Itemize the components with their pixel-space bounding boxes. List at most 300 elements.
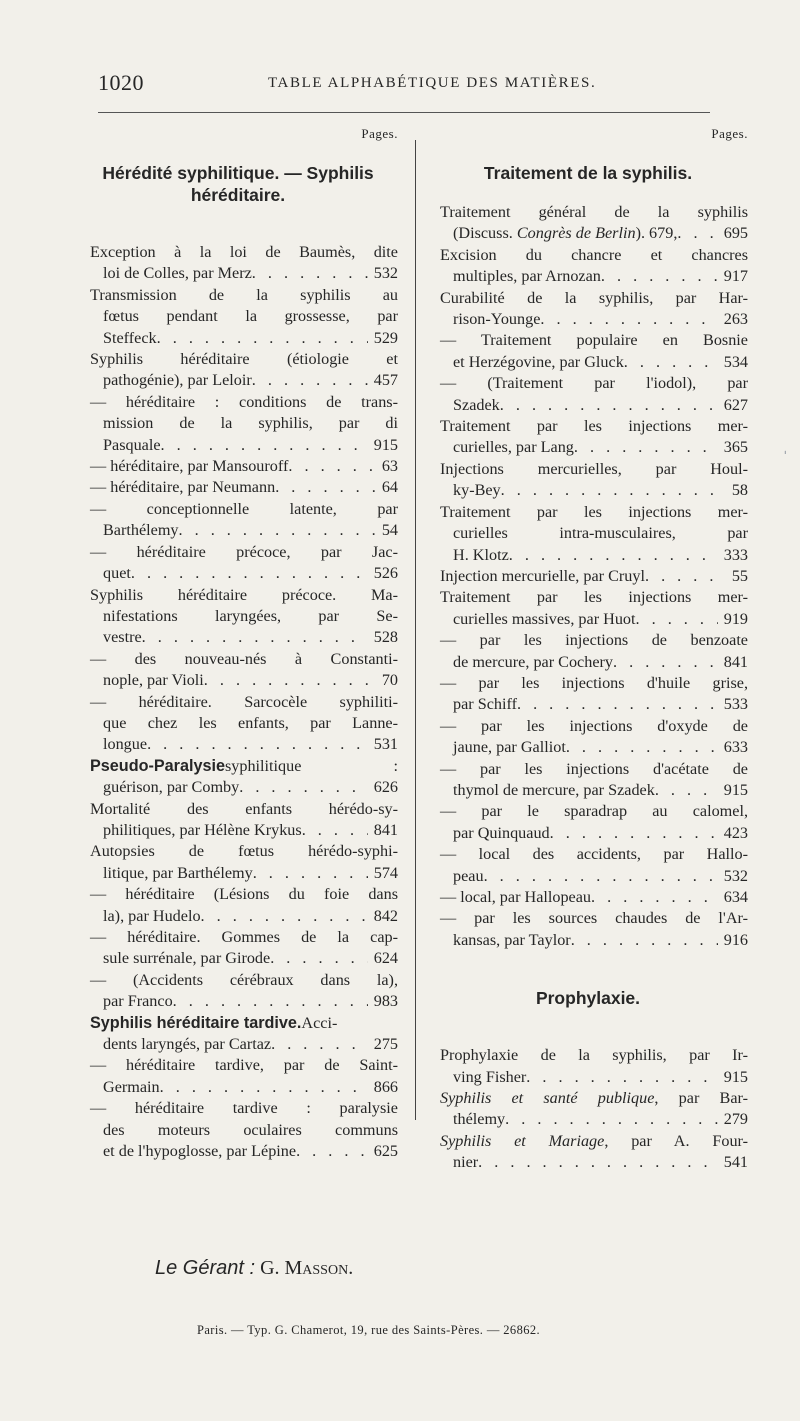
entry-line <box>78 499 398 520</box>
entry-line <box>78 349 398 370</box>
entry-line <box>78 670 398 691</box>
printer-imprint: Paris. — Typ. G. Chamerot, 19, rue des Saints-Pères. — 26862. <box>197 1323 541 1337</box>
entry-text: — (Accidents cérébraux dans la), <box>90 970 398 989</box>
entry-line <box>428 437 748 458</box>
index-entry <box>78 349 398 392</box>
entry-line <box>78 927 398 948</box>
gerant-signature <box>155 1257 353 1280</box>
entry-line <box>428 288 748 309</box>
entry-text: Syphilis héréditaire (étiologie et <box>90 350 398 369</box>
entry-line <box>78 435 398 456</box>
entry-line <box>428 737 748 758</box>
entry-text: Barthélemy <box>103 521 179 540</box>
page-reference: 919 <box>723 609 748 628</box>
entry-text: ving Fisher <box>453 1067 527 1086</box>
leader-dots <box>296 1141 368 1162</box>
section-title: Hérédité syphilitique. — Syphilis héréditaire. <box>102 163 374 205</box>
entry-line <box>78 1034 398 1055</box>
page-reference: 533 <box>723 695 748 714</box>
index-entry <box>78 1098 398 1162</box>
index-entry <box>78 927 398 970</box>
leader-dots <box>501 480 726 501</box>
entry-line <box>428 1088 748 1109</box>
entry-text: nier <box>453 1153 479 1172</box>
entry-bold-lead: Pseudo-Paralysie <box>90 756 225 775</box>
page-reference: 63 <box>381 457 398 476</box>
header-rule <box>98 112 710 113</box>
entry-line <box>428 716 748 737</box>
page-header <box>98 70 710 100</box>
entry-line <box>78 477 398 498</box>
leader-dots <box>677 223 717 244</box>
entry-line <box>428 523 748 544</box>
entry-text: — local des accidents, par Hallo- <box>440 845 748 864</box>
entry-line <box>428 1131 748 1152</box>
entry-line <box>78 820 398 841</box>
entry-line <box>78 285 398 306</box>
entry-line <box>428 759 748 780</box>
entry-text: Injections mercurielles, par Houl- <box>440 459 748 478</box>
index-entry <box>428 1088 748 1131</box>
entry-text: — (Traitement par l'iodol), par <box>440 374 748 393</box>
index-entry <box>78 1055 398 1098</box>
page-number: 1020 <box>98 70 144 95</box>
entry-line <box>78 328 398 349</box>
index-entry <box>428 330 748 373</box>
entry-text: la), par Hudelo <box>103 906 201 925</box>
index-entry <box>428 416 748 459</box>
page-reference: 627 <box>723 395 748 414</box>
running-title: TABLE ALPHABÉTIQUE DES MATIÈRES. <box>268 75 597 91</box>
entry-text: Transmission de la syphilis au <box>90 285 398 304</box>
entry-line <box>78 520 398 541</box>
entry-text: — héréditaire tardive, par de Saint- <box>90 1056 398 1075</box>
index-entries <box>428 1045 748 1173</box>
entry-line <box>78 627 398 648</box>
gerant-label: Le Gérant : <box>155 1257 256 1279</box>
page-reference: 529 <box>373 328 398 347</box>
entry-text: — héréditaire, par Neumann <box>90 478 276 497</box>
entry-line <box>78 692 398 713</box>
left-column <box>78 126 398 1162</box>
entry-text: Pasquale <box>103 435 161 454</box>
leader-dots <box>540 309 717 330</box>
entry-text: sule surrénale, par Girode <box>103 949 271 968</box>
index-entries <box>428 202 748 951</box>
index-entry <box>428 502 748 566</box>
entry-line <box>78 392 398 413</box>
entry-line <box>78 734 398 755</box>
entry-line <box>78 1098 398 1119</box>
leader-dots <box>204 670 376 691</box>
entry-line <box>428 202 748 223</box>
leader-dots <box>201 906 368 927</box>
entry-text: Prophylaxie de la syphilis, par Ir- <box>440 1046 748 1065</box>
entry-text: curielles intra-musculaires, par <box>453 524 748 543</box>
entry-text: par Franco <box>103 992 173 1011</box>
entry-text: — héréditaire. Sarcocèle syphiliti- <box>90 692 398 711</box>
leader-dots <box>636 609 718 630</box>
entry-line <box>428 823 748 844</box>
entry-line <box>428 373 748 394</box>
index-entry <box>78 799 398 842</box>
entry-line <box>428 609 748 630</box>
leader-dots <box>505 1109 718 1130</box>
entry-line <box>78 1077 398 1098</box>
entry-text: Szadek <box>453 395 500 414</box>
entry-line <box>78 777 398 798</box>
entry-line <box>428 801 748 822</box>
page-reference: 532 <box>723 866 748 885</box>
entry-text: des moteurs oculaires communs <box>103 1120 398 1139</box>
index-entry <box>428 801 748 844</box>
entry-line <box>428 309 748 330</box>
leader-dots <box>275 477 376 498</box>
pencil-mark: ˈ <box>782 448 789 470</box>
entry-text: — par les injections d'oxyde de <box>440 716 748 735</box>
leader-dots <box>500 395 718 416</box>
pages-label: Pages. <box>361 126 398 141</box>
index-entry <box>78 477 398 498</box>
page-reference: 423 <box>723 823 748 842</box>
entry-line <box>78 242 398 263</box>
entry-text: Steffeck <box>103 328 157 347</box>
entry-text: nople, par Violi <box>103 671 204 690</box>
entry-text: par Schiff <box>453 695 517 714</box>
entry-line <box>78 306 398 327</box>
index-entry <box>78 456 398 477</box>
entry-text: philitiques, par Hélène Krykus <box>103 820 302 839</box>
section-title: Traitement de la syphilis. <box>483 163 693 183</box>
index-entry <box>428 1045 748 1088</box>
index-entry <box>78 884 398 927</box>
index-entry <box>78 585 398 649</box>
index-entry <box>78 756 398 799</box>
leader-dots <box>288 456 375 477</box>
index-entry <box>428 844 748 887</box>
page-reference: 633 <box>723 738 748 757</box>
index-entry <box>78 1013 398 1056</box>
leader-dots <box>591 887 718 908</box>
page-reference: 263 <box>723 310 748 329</box>
entry-text: Injection mercurielle, par Cruyl <box>440 566 645 585</box>
page-reference: 55 <box>731 566 748 585</box>
entry-line <box>428 652 748 673</box>
entry-line <box>78 370 398 391</box>
index-entry <box>78 542 398 585</box>
index-entry <box>78 285 398 349</box>
leader-dots <box>624 352 718 373</box>
leader-dots <box>253 863 368 884</box>
entry-line <box>428 930 748 951</box>
entry-line <box>428 502 748 523</box>
leader-dots <box>147 734 368 755</box>
leader-dots <box>526 1067 717 1088</box>
entry-text: — par les injections d'acétate de <box>440 759 748 778</box>
entry-text: loi de Colles, par Merz <box>103 264 252 283</box>
section-title: Prophylaxie. <box>535 988 641 1009</box>
index-entry <box>428 908 748 951</box>
entry-text: Exception à la loi de Baumès, dite <box>90 243 398 261</box>
entry-text: et Herzégovine, par Gluck <box>453 352 624 371</box>
entry-line <box>78 863 398 884</box>
entry-line <box>428 866 748 887</box>
entry-line <box>78 948 398 969</box>
entry-text: — héréditaire. Gommes de la cap- <box>90 928 398 946</box>
index-entry <box>428 673 748 716</box>
leader-dots <box>252 263 368 284</box>
entry-text: — par les injections de benzoate <box>440 631 748 650</box>
entry-text: pathogénie), par Leloir <box>103 371 252 390</box>
leader-dots <box>574 437 718 458</box>
page-reference: 915 <box>373 435 398 454</box>
page-reference: 866 <box>373 1077 398 1096</box>
entry-text: — conceptionnelle latente, par <box>90 499 398 518</box>
page-reference: 64 <box>381 478 398 497</box>
entry-line <box>78 413 398 434</box>
leader-dots <box>517 694 718 715</box>
entry-bold-lead: Syphilis héréditaire tardive. <box>90 1013 302 1032</box>
page-reference: 915 <box>723 780 748 799</box>
entry-text: Traitement par les injections mer- <box>440 588 748 607</box>
entry-text: Syphilis et santé publique, par Bar- <box>440 1089 748 1108</box>
page-reference: 365 <box>723 438 748 457</box>
entry-line <box>428 416 748 437</box>
leader-dots <box>645 566 726 587</box>
entry-text: guérison, par Comby <box>103 778 240 797</box>
index-entry <box>78 649 398 692</box>
entry-line <box>428 887 748 908</box>
entry-text: dents laryngés, par Cartaz <box>103 1035 272 1054</box>
entry-text: — héréditaire (Lésions du foie dans <box>90 885 398 904</box>
entry-line <box>428 480 748 501</box>
entry-text: curielles, par Lang <box>453 438 574 457</box>
page-reference: 626 <box>373 778 398 797</box>
page-reference: 841 <box>723 652 748 671</box>
page-reference: 457 <box>373 371 398 390</box>
page-reference: 842 <box>373 906 398 925</box>
page-reference: 528 <box>373 628 398 647</box>
page-reference: 279 <box>723 1110 748 1129</box>
entry-line <box>428 780 748 801</box>
leader-dots <box>302 820 368 841</box>
index-entry <box>428 373 748 416</box>
entry-line <box>428 1109 748 1130</box>
page-reference: 915 <box>723 1067 748 1086</box>
leader-dots <box>270 948 368 969</box>
entry-line <box>428 587 748 608</box>
entry-line <box>428 1152 748 1173</box>
entry-text: — héréditaire, par Mansouroff <box>90 457 289 476</box>
entry-text: — par les sources chaudes de l'Ar- <box>440 909 748 928</box>
index-entry <box>428 759 748 802</box>
entry-text: Mortalité des enfants hérédo-sy- <box>90 799 398 818</box>
entry-line <box>428 223 748 244</box>
entry-line <box>428 352 748 373</box>
page-reference: 58 <box>731 481 748 500</box>
index-entry <box>428 202 748 245</box>
entry-text: (Discuss. Congrès de Berlin). 679, <box>453 224 678 243</box>
leader-dots <box>571 930 718 951</box>
right-column <box>428 126 748 1174</box>
leader-dots <box>161 435 368 456</box>
entry-text: — local, par Hallopeau <box>440 888 592 906</box>
leader-dots <box>601 266 718 287</box>
leader-dots <box>566 737 718 758</box>
entry-line <box>78 649 398 670</box>
entry-text: — par le sparadrap au calomel, <box>440 802 748 821</box>
entry-line <box>78 756 398 777</box>
page-reference: 526 <box>373 564 398 583</box>
leader-dots <box>157 328 368 349</box>
entry-line <box>428 630 748 651</box>
page-reference: 983 <box>373 992 398 1011</box>
entry-line <box>428 844 748 865</box>
page-reference: 541 <box>723 1153 748 1172</box>
entry-line <box>428 395 748 416</box>
page-reference: 841 <box>373 820 398 839</box>
index-entry <box>78 692 398 756</box>
leader-dots <box>484 866 718 887</box>
entry-line <box>78 991 398 1012</box>
index-entry <box>78 499 398 542</box>
entry-line <box>78 1120 398 1141</box>
index-entry <box>428 716 748 759</box>
entry-text: litique, par Barthélemy <box>103 863 253 882</box>
entry-line <box>428 673 748 694</box>
leader-dots <box>271 1034 368 1055</box>
entry-text: — Traitement populaire en Bosnie <box>440 331 748 350</box>
entry-text: Germain <box>103 1077 160 1096</box>
entry-line <box>428 266 748 287</box>
index-entry <box>428 630 748 673</box>
entry-text: Autopsies de fœtus hérédo-syphi- <box>90 842 398 861</box>
index-entry <box>78 841 398 884</box>
entry-line <box>428 545 748 566</box>
leader-dots <box>478 1152 718 1173</box>
index-entry <box>428 587 748 630</box>
leader-dots <box>509 545 718 566</box>
page-reference: 532 <box>373 264 398 283</box>
entry-line <box>78 713 398 734</box>
index-entry <box>78 970 398 1013</box>
entry-line <box>78 799 398 820</box>
entry-text: thélemy <box>453 1110 506 1129</box>
leader-dots <box>131 563 368 584</box>
entry-line <box>428 1045 748 1066</box>
entry-text: peau <box>453 866 484 885</box>
page-reference: 54 <box>381 521 398 540</box>
index-entry <box>428 1131 748 1174</box>
entry-text: Traitement par les injections mer- <box>440 417 748 436</box>
page-reference: 534 <box>723 352 748 371</box>
leader-dots <box>173 991 368 1012</box>
entry-text: ky-Bey <box>453 481 501 500</box>
entry-text: longue <box>103 735 148 754</box>
entry-line <box>78 263 398 284</box>
leader-dots <box>142 627 368 648</box>
entry-text: Curabilité de la syphilis, par Har- <box>440 288 748 307</box>
page-reference: 917 <box>723 267 748 286</box>
entry-text: H. Klotz <box>453 545 509 564</box>
pages-label: Pages. <box>711 126 748 141</box>
entry-line <box>78 841 398 862</box>
entry-text: mission de la syphilis, par di <box>103 414 398 433</box>
entry-text: Acci- <box>301 1013 338 1032</box>
leader-dots <box>613 652 718 673</box>
entry-text: — héréditaire : conditions de trans- <box>90 392 398 411</box>
column-divider <box>415 140 416 1120</box>
entry-line <box>78 970 398 991</box>
entry-text: Syphilis héréditaire précoce. Ma- <box>90 585 398 604</box>
page-reference: 634 <box>723 888 748 906</box>
entry-text: curielles massives, par Huot <box>453 609 636 628</box>
entry-text: quet <box>103 564 131 583</box>
entry-line <box>78 606 398 627</box>
entry-line <box>78 563 398 584</box>
entry-text: — héréditaire précoce, par Jac- <box>90 542 398 561</box>
entry-text: Traitement par les injections mer- <box>440 502 748 521</box>
entry-line <box>78 542 398 563</box>
leader-dots <box>252 370 368 391</box>
leader-dots <box>655 780 718 801</box>
page-reference: 333 <box>723 545 748 564</box>
index-entry <box>78 242 398 285</box>
entry-line <box>78 906 398 927</box>
entry-text: — héréditaire tardive : paralysie <box>90 1099 398 1118</box>
entry-line <box>78 456 398 477</box>
leader-dots <box>239 777 367 798</box>
entry-text: nifestations laryngées, par Se- <box>103 606 398 625</box>
index-entry <box>78 392 398 456</box>
entry-line <box>428 459 748 480</box>
entry-text: kansas, par Taylor <box>453 930 571 949</box>
entry-text: jaune, par Galliot <box>453 738 566 757</box>
leader-dots <box>550 823 718 844</box>
entry-text: rison-Younge <box>453 310 541 329</box>
entry-text: et de l'hypoglosse, par Lépine <box>103 1142 297 1161</box>
page-reference: 531 <box>373 735 398 754</box>
entry-line <box>428 694 748 715</box>
entry-text: — des nouveau-nés à Constanti- <box>90 649 398 668</box>
index-entries <box>78 242 398 1162</box>
entry-line <box>428 566 748 587</box>
page-reference: 624 <box>373 949 398 968</box>
page-reference: 916 <box>723 930 748 949</box>
entry-text: thymol de mercure, par Szadek <box>453 780 655 799</box>
entry-line <box>78 1141 398 1162</box>
page-reference: 574 <box>373 863 398 882</box>
entry-line <box>78 585 398 606</box>
entry-line <box>78 1013 398 1034</box>
page-reference: 695 <box>723 224 748 243</box>
entry-text: par Quinquaud <box>453 823 550 842</box>
index-entry <box>428 288 748 331</box>
entry-line <box>428 245 748 266</box>
entry-line <box>428 1067 748 1088</box>
leader-dots <box>179 520 376 541</box>
page-reference: 625 <box>373 1142 398 1161</box>
entry-text: que chez les enfants, par Lanne- <box>103 713 398 732</box>
leader-dots <box>160 1077 368 1098</box>
entry-text: Excision du chancre et chancres <box>440 245 748 264</box>
entry-text: Traitement général de la syphilis <box>440 203 748 221</box>
entry-text: de mercure, par Cochery <box>453 652 613 671</box>
gerant-name: G. Masson. <box>260 1257 354 1279</box>
index-entry <box>428 887 748 908</box>
entry-line <box>78 1055 398 1076</box>
entry-text: — par les injections d'huile grise, <box>440 673 748 692</box>
